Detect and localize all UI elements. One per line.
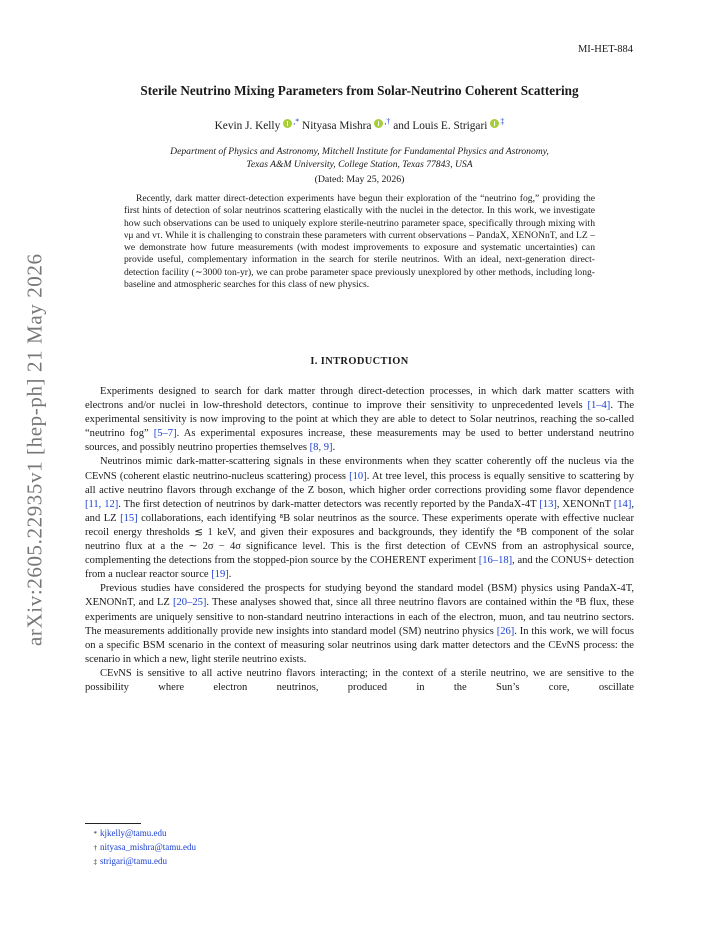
orcid-icon[interactable] — [374, 119, 383, 128]
body-paragraph — [85, 455, 634, 582]
date-line: (Dated: May 25, 2026) — [314, 174, 405, 185]
body-text-run: . As experimental exposures increase, these measurements may be used to better understand neutrino sources, and possibly neutrino properties themselves — [85, 428, 634, 454]
footnotes — [85, 827, 634, 869]
citation-link[interactable]: [26] — [496, 625, 515, 637]
body-text-run: . These analyses showed that, since all three neutrino flavors are contained within the ⁸B flux, these experiments are uniquely sensitive to non-standard neutrino interactions in each of the electron, muon, and tau neutrino sectors. The measurements additionally provide new insights into standard model (SM) neutrino physics — [85, 597, 634, 637]
citation-link[interactable]: [11, 12] — [85, 498, 119, 510]
footnote — [85, 855, 634, 869]
body-paragraph — [85, 385, 634, 455]
citation-link[interactable]: [5–7] — [153, 428, 177, 440]
author-joiner: and — [390, 119, 413, 132]
citation-link[interactable]: [20–25] — [173, 597, 207, 609]
body-text-run: . The first detection of neutrinos by dark-matter detectors was recently reported by the PandaX-4T — [118, 498, 540, 510]
section-heading: I. INTRODUCTION — [310, 356, 409, 367]
body-text-run: Previous studies have considered the prospects for studying beyond the standard model (BSM) physics using PandaX-4T, XENONnT, and LZ — [85, 583, 634, 609]
affiliation-line: Department of Physics and Astronomy, Mitchell Institute for Fundamental Physics and Astronomy, — [170, 146, 549, 157]
citation-link[interactable]: [10] — [349, 470, 367, 482]
footnote-rule — [85, 823, 141, 824]
citation-link[interactable]: [16–18] — [478, 555, 513, 567]
body-paragraph — [85, 582, 634, 667]
body-text-run: CEνNS is sensitive to all active neutrino flavors interacting; in the context of a sterile neutrino, we are sensitive to the possibility where electron neutrinos, produced in the Sun’s core, oscillate — [85, 667, 634, 693]
footnote-symbol: * — [93, 830, 97, 838]
footnote-symbol: † — [93, 844, 97, 852]
body-text-run: Experiments designed to search for dark matter through direct-detection processes, in which dark matter scatters with electrons and/or nuclei in low-threshold detectors, continue to improve their sensitivity to unprecedented levels — [85, 386, 634, 412]
citation-link[interactable]: [8, 9] — [309, 442, 333, 454]
citation-link[interactable]: [1–4] — [587, 400, 611, 412]
body-text-run: . The experimental sensitivity is now improving to the point at which they are able to detect to Solar neutrinos, reaching the so-called “neutrino fog” — [85, 400, 634, 440]
footnote — [85, 827, 634, 841]
author-mark[interactable]: ‡ — [500, 117, 505, 126]
body-text-run: Neutrinos mimic dark-matter-scattering signals in these environments when they scatter coherently off the nucleus via the CEνNS (coherent elastic neutrino-nucleus scattering) process — [85, 456, 634, 482]
body-text-run: . In this work, we will focus on a specific BSM scenario in the context of measuring solar neutrinos using dark matter detectors and the CEνNS process: the scenario in which a new, light sterile neutrino exists. — [85, 625, 634, 665]
body-text-run: collaborations, each identifying ⁸B solar neutrinos as the source. These experiments operate with effective nuclear recoil energy thresholds ≲ 1 keV, and given their exposures and backgrounds, they identify the ⁸B component of the solar neutrino flux at a the ∼ 2σ − 4σ significance level. This is the first detection of CEνNS from an astrophysical source, complementing the detections from the stopped-pion source by the COHERENT experiment — [85, 512, 634, 567]
body-text-run: , and the CONUS+ detection from a nuclear reactor source — [85, 555, 634, 581]
arxiv-side-stamp: arXiv:2605.22935v1 [hep-ph] 21 May 2026 — [22, 253, 47, 647]
report-number: MI-HET-884 — [577, 44, 633, 55]
paper-title: Sterile Neutrino Mixing Parameters from Solar-Neutrino Coherent Scattering — [140, 83, 579, 98]
author-name: Nityasa Mishra — [302, 119, 372, 132]
author-name: Louis E. Strigari — [412, 119, 488, 132]
email-link[interactable]: strigari@tamu.edu — [100, 856, 168, 866]
email-link[interactable]: kjkelly@tamu.edu — [100, 828, 167, 838]
body-paragraph — [85, 667, 634, 695]
abstract: Recently, dark matter direct-detection experiments have begun their exploration of the “neutrino fog,” providing the first hints of detection of solar neutrinos scattering elastically with the nuclei in the detector. In this work, we investigate how such observations can be used to uniquely explore sterile-neutrino parameter space, specifically through mixing with νμ and ντ. While it is challenging to constrain these parameters with current observations – PandaX, XENONnT, and LZ – we demonstrate how future measurements (with modest improvements to exposure and systematic uncertainties) can provide useful, complementary information in the search for sterile neutrinos. With an ideal, next-generation direct-detection facility (∼3000 ton-yr), we can probe parameter space previously unexplored by other methods, including long-baseline and atmospheric searches for this class of new physics. — [124, 193, 595, 290]
footnote — [85, 841, 634, 855]
orcid-icon[interactable] — [490, 119, 499, 128]
orcid-icon[interactable] — [283, 119, 292, 128]
body-text-run: . — [332, 442, 336, 454]
citation-link[interactable]: [14] — [613, 498, 632, 510]
citation-link[interactable]: [19] — [211, 569, 229, 581]
body-text — [85, 385, 634, 695]
body-text-run: , and LZ — [85, 498, 634, 524]
author-mark[interactable]: ,† — [384, 117, 391, 126]
footnote-symbol: ‡ — [93, 858, 97, 866]
author-list — [85, 117, 634, 132]
body-text-run: , XENONnT — [556, 498, 614, 510]
affiliation — [85, 146, 634, 171]
citation-link[interactable]: [15] — [120, 512, 138, 524]
email-link[interactable]: nityasa_mishra@tamu.edu — [100, 842, 197, 852]
body-text-run: . — [228, 569, 232, 581]
author-mark[interactable]: ,* — [293, 117, 300, 126]
citation-link[interactable]: [13] — [539, 498, 557, 510]
affiliation-line: Texas A&M University, College Station, Texas 77843, USA — [246, 158, 473, 170]
body-text-run: . At tree level, this process is equally sensitive to scattering by all active neutrino flavors through exchange of the Z boson, which higher order corrections providing some flavor dependence — [85, 470, 635, 496]
author-name: Kevin J. Kelly — [214, 119, 281, 132]
